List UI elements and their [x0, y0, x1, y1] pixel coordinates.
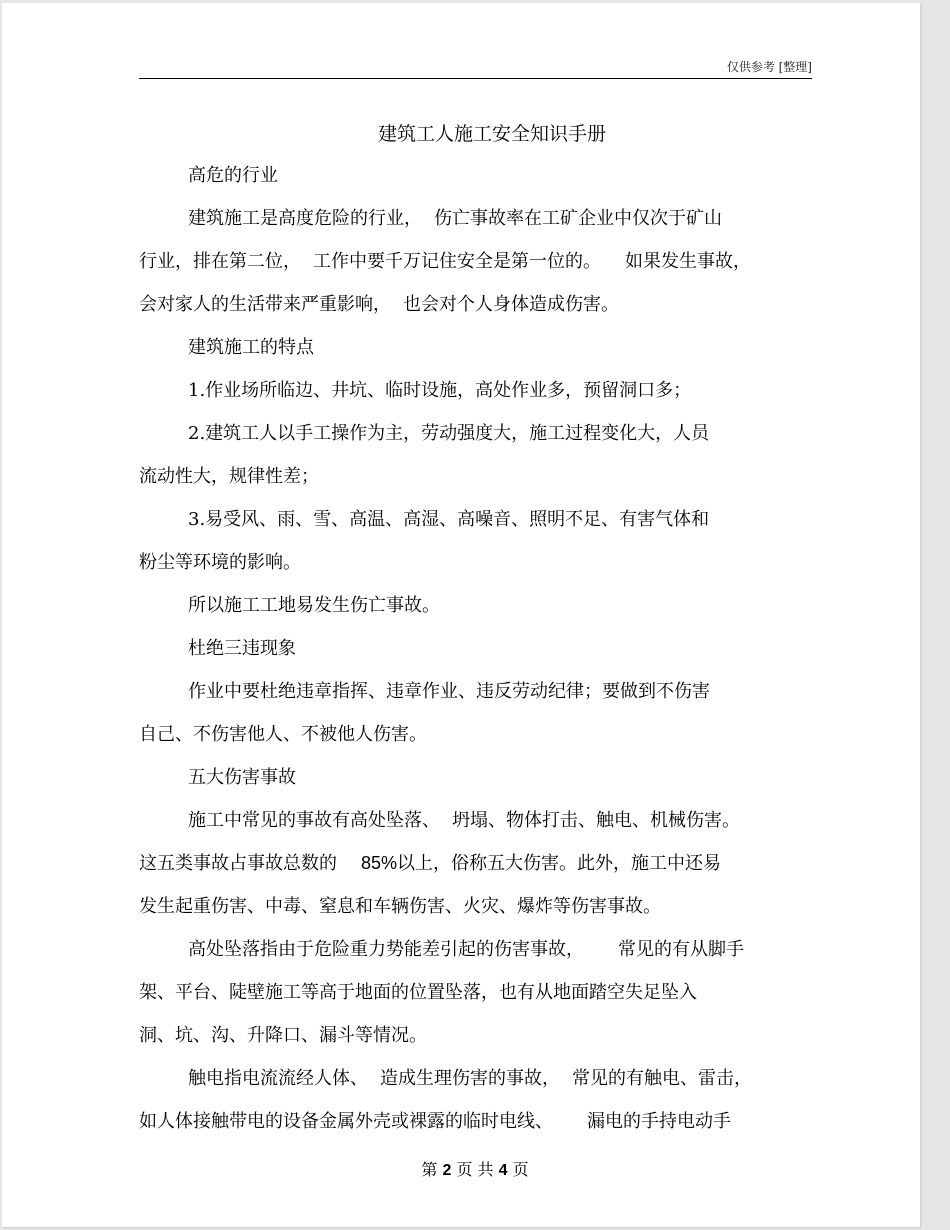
text-span: 行业，排在第二位，	[139, 251, 301, 272]
text-span: 以上，俗称五大伤害。此外，施工中还易	[397, 853, 722, 874]
paragraph-line: 架、平台、陡壁施工等高于地面的位置坠落，也有从地面踏空失足坠入	[139, 982, 697, 1003]
paragraph-line	[139, 240, 819, 283]
list-item: 1.作业场所临边、井坑、临时设施，高处作业多，预留洞口多；	[188, 380, 692, 401]
paragraph-line	[139, 1100, 819, 1143]
paragraph-line	[139, 283, 819, 326]
text-span: 常见的有触电、雷击，	[572, 1068, 752, 1089]
footer-text: 第	[421, 1160, 438, 1179]
text-span: 如人体接触带电的设备金属外壳或裸露的临时电线、	[139, 1111, 553, 1132]
text-span: 这五类事故占事故总数的	[139, 853, 337, 874]
list-item: 3.易受风、雨、雪、高温、高湿、高噪音、照明不足、有害气体和	[188, 509, 710, 530]
text-span: 触电指电流流经人体、	[188, 1068, 368, 1089]
document-page	[2, 3, 920, 1227]
text-span: 伤亡事故率在工矿企业中仅次于矿山	[434, 208, 722, 229]
paragraph-line: 所以施工工地易发生伤亡事故。	[188, 595, 440, 616]
footer-text: 页	[512, 1160, 529, 1179]
text-span: 漏电的手持电动手	[587, 1111, 731, 1132]
paragraph-line	[139, 1057, 819, 1100]
text-span: 也会对个人身体造成伤害。	[403, 294, 619, 315]
section-heading: 高危的行业	[188, 165, 278, 186]
paragraph-line: 洞、坑、沟、升降口、漏斗等情况。	[139, 1025, 427, 1046]
section-heading: 杜绝三违现象	[188, 638, 296, 659]
text-span: 施工中常见的事故有高处坠落、	[188, 810, 440, 831]
text-span: 造成生理伤害的事故，	[380, 1068, 560, 1089]
paragraph-line: 作业中要杜绝违章指挥、违章作业、违反劳动纪律；要做到不伤害	[188, 681, 710, 702]
page-number: 2	[442, 1162, 452, 1179]
document-body	[139, 154, 819, 1143]
paragraph-line	[139, 842, 819, 885]
statistic-value: 85%	[361, 853, 398, 873]
text-span: 常见的有从脚手	[618, 939, 744, 960]
page-total: 4	[498, 1162, 508, 1179]
text-span: 工作中要千万记住安全是第一位的。	[313, 251, 601, 272]
document-title: 建筑工人施工安全知识手册	[377, 123, 606, 145]
paragraph-line: 自己、不伤害他人、不被他人伤害。	[139, 724, 427, 745]
page-footer	[2, 1157, 948, 1180]
section-heading: 建筑施工的特点	[188, 337, 314, 358]
paragraph-line	[139, 799, 819, 842]
paragraph-line	[139, 197, 819, 240]
header-rule	[139, 78, 812, 79]
paragraph-line	[139, 928, 819, 971]
text-span: 高处坠落指由于危险重力势能差引起的伤害事故，	[188, 939, 584, 960]
section-heading: 五大伤害事故	[188, 767, 296, 788]
text-span: 如果发生事故，	[625, 251, 751, 272]
page-header: 仅供参考 [整理]	[726, 60, 812, 74]
list-item-continuation: 流动性大，规律性差；	[139, 466, 319, 487]
list-item: 2.建筑工人以手工操作为主，劳动强度大，施工过程变化大，人员	[188, 423, 710, 444]
paragraph-line: 发生起重伤害、中毒、窒息和车辆伤害、火灾、爆炸等伤害事故。	[139, 896, 661, 917]
text-span: 坍塌、物体打击、触电、机械伤害。	[452, 810, 740, 831]
text-span: 建筑施工是高度危险的行业，	[188, 208, 422, 229]
footer-text: 页 共	[456, 1160, 494, 1179]
text-span: 会对家人的生活带来严重影响，	[139, 294, 391, 315]
list-item-continuation: 粉尘等环境的影响。	[139, 552, 301, 573]
